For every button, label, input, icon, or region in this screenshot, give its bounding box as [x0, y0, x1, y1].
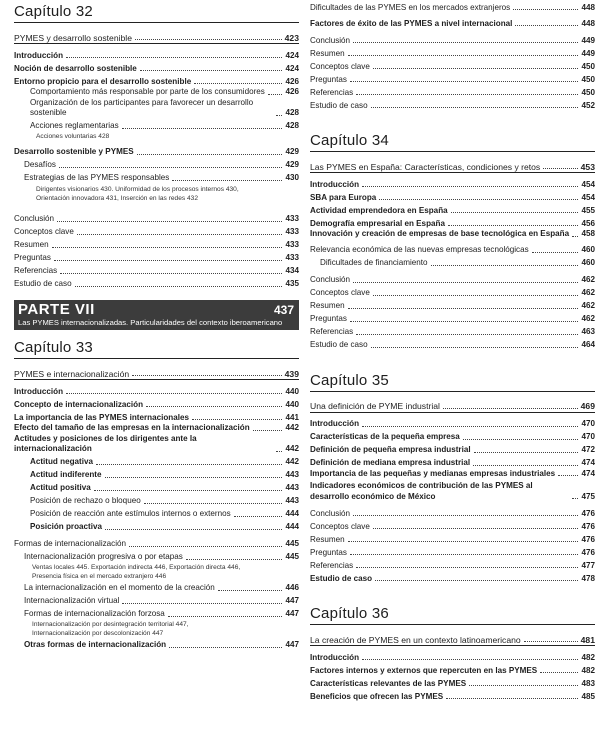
- leader-dots: [371, 347, 579, 348]
- leader-dots: [356, 94, 578, 95]
- leader-dots: [268, 94, 283, 95]
- toc-entry[interactable]: Factores internos y externos que repercuten en las PYMES 482: [310, 665, 595, 675]
- leader-dots: [59, 167, 283, 168]
- leader-dots: [350, 554, 579, 555]
- leader-dots: [451, 212, 579, 213]
- leader-dots: [66, 57, 282, 58]
- leader-dots: [96, 464, 283, 465]
- leader-dots: [463, 439, 579, 440]
- toc-entry[interactable]: Actividad emprendedora en España 455: [310, 205, 595, 215]
- leader-dots: [348, 308, 579, 309]
- toc-entry[interactable]: Referencias 463: [310, 327, 595, 336]
- toc-entry[interactable]: Actitudes y posiciones de los dirigentes ante la internacionalización 442: [14, 433, 299, 453]
- leader-dots: [443, 408, 578, 409]
- toc-entry[interactable]: Concepto de internacionalización 440: [14, 399, 299, 409]
- toc-entry[interactable]: Introducción 440: [14, 386, 299, 396]
- leader-dots: [353, 515, 578, 516]
- toc-entry[interactable]: Posición de reacción ante estímulos internos o externos 444: [30, 509, 299, 518]
- toc-entry[interactable]: Noción de desarrollo sostenible 424: [14, 63, 299, 73]
- toc-entry[interactable]: Posición proactiva 444: [30, 522, 299, 531]
- toc-entry[interactable]: Introducción 470: [310, 419, 595, 428]
- toc-entry[interactable]: La creación de PYMES en un contexto latinoamericano 481: [310, 629, 595, 646]
- part-title: PARTE VII: [18, 300, 95, 318]
- leader-dots: [543, 168, 577, 169]
- toc-entry[interactable]: Actitud indiferente 443: [30, 470, 299, 479]
- leader-dots: [192, 419, 283, 420]
- toc-entry[interactable]: Conceptos clave 462: [310, 288, 595, 297]
- toc-entry[interactable]: Introducción 482: [310, 652, 595, 662]
- toc-entry[interactable]: Estudio de caso 478: [310, 573, 595, 583]
- leader-dots: [350, 81, 579, 82]
- toc-entry[interactable]: Referencias 477: [310, 560, 595, 570]
- toc-entry[interactable]: Preguntas 462: [310, 314, 595, 323]
- toc-subentry: Orientación innovadora 431, Inserción en las redes 432: [36, 194, 199, 202]
- toc-entry[interactable]: PYMES y desarrollo sostenible 423: [14, 27, 299, 44]
- leader-dots: [105, 529, 283, 530]
- leader-dots: [524, 641, 578, 642]
- leader-dots: [129, 546, 282, 547]
- toc-entry[interactable]: Resumen 433: [14, 240, 299, 249]
- toc-left-column: [14, 0, 299, 651]
- leader-dots: [469, 685, 578, 686]
- leader-dots: [350, 321, 579, 322]
- toc-entry[interactable]: Innovación y creación de empresas de base tecnológica en España 458: [310, 229, 595, 238]
- part-subtitle: Las PYMES internacionalizadas. Particularidades del contexto iberoamericano: [18, 317, 283, 327]
- toc-entry[interactable]: Efecto del tamaño de las empresas en la internacionalización 442: [14, 423, 299, 432]
- toc-subentry: Ventas locales 445. Exportación indirecta 446, Exportación directa 446,: [32, 563, 241, 571]
- chapter-heading: Capítulo 32: [14, 0, 299, 23]
- leader-dots: [132, 375, 282, 376]
- leader-dots: [172, 180, 282, 181]
- chapter-heading: Capítulo 35: [310, 369, 595, 392]
- leader-dots: [186, 559, 283, 560]
- leader-dots: [66, 393, 282, 394]
- leader-dots: [169, 647, 282, 648]
- toc-subentry: Internacionalización por descolonización 447: [32, 629, 164, 637]
- toc-entry[interactable]: Beneficios que ofrecen las PYMES 485: [310, 691, 595, 701]
- leader-dots: [75, 286, 283, 287]
- toc-entry[interactable]: Formas de internacionalización 445: [14, 539, 299, 548]
- leader-dots: [168, 616, 283, 617]
- toc-entry[interactable]: Relevancia económica de las nuevas empresas tecnológicas 460: [310, 245, 595, 254]
- toc-entry[interactable]: Factores de éxito de las PYMES a nivel internacional 448: [310, 18, 595, 28]
- leader-dots: [362, 186, 578, 187]
- leader-dots: [105, 477, 283, 478]
- toc-entry[interactable]: Definición de mediana empresa industrial 474: [310, 458, 595, 467]
- toc-entry[interactable]: Estudio de caso 435: [14, 279, 299, 288]
- leader-dots: [122, 128, 283, 129]
- leader-dots: [379, 199, 578, 200]
- leader-dots: [140, 70, 283, 71]
- toc-entry[interactable]: Acciones reglamentarias 428: [30, 121, 299, 130]
- toc-entry[interactable]: La internacionalización en el momento de la creación 446: [24, 583, 299, 592]
- toc-entry[interactable]: Definición de pequeña empresa industrial 472: [310, 445, 595, 454]
- toc-subentry: Acciones voluntarias 428: [36, 132, 110, 140]
- part-page: 437: [273, 302, 294, 317]
- toc-entry[interactable]: Preguntas 450: [310, 74, 595, 84]
- toc-entry[interactable]: Referencias 450: [310, 87, 595, 97]
- leader-dots: [218, 590, 283, 591]
- toc-right-column: [310, 0, 595, 702]
- toc-entry[interactable]: Conceptos clave 476: [310, 521, 595, 531]
- part-banner[interactable]: [14, 300, 299, 331]
- leader-dots: [474, 452, 579, 453]
- toc-entry[interactable]: Estudio de caso 452: [310, 100, 595, 110]
- leader-dots: [373, 68, 579, 69]
- leader-dots: [431, 265, 579, 266]
- leader-dots: [532, 252, 579, 253]
- toc-entry[interactable]: Características de la pequeña empresa 470: [310, 432, 595, 441]
- leader-dots: [94, 490, 283, 491]
- toc-entry[interactable]: Desarrollo sostenible y PYMES 429: [14, 147, 299, 156]
- leader-dots: [348, 55, 579, 56]
- leader-dots: [371, 107, 579, 108]
- leader-dots: [353, 42, 578, 43]
- toc-entry[interactable]: Internacionalización virtual 447: [24, 596, 299, 605]
- toc-entry[interactable]: Conclusión 433: [14, 214, 299, 223]
- leader-dots: [572, 236, 578, 237]
- leader-dots: [373, 528, 579, 529]
- chapter-heading: Capítulo 36: [310, 602, 595, 625]
- toc-entry[interactable]: Conceptos clave 433: [14, 227, 299, 236]
- toc-entry[interactable]: Desafíos 429: [24, 160, 299, 169]
- toc-entry[interactable]: Preguntas 476: [310, 547, 595, 557]
- toc-entry[interactable]: Dificultades de las PYMES en los mercados extranjeros 448: [310, 2, 595, 12]
- leader-dots: [122, 603, 282, 604]
- toc-entry[interactable]: Características relevantes de las PYMES 483: [310, 678, 595, 688]
- leader-dots: [57, 221, 282, 222]
- leader-dots: [362, 659, 578, 660]
- leader-dots: [572, 498, 578, 499]
- leader-dots: [448, 225, 579, 226]
- toc-entry[interactable]: Entorno propicio para el desarrollo sostenible 426: [14, 76, 299, 86]
- leader-dots: [353, 282, 578, 283]
- toc-entry[interactable]: Demografía empresarial en España 456: [310, 218, 595, 228]
- toc-entry[interactable]: Conclusión 462: [310, 275, 595, 284]
- leader-dots: [356, 567, 578, 568]
- leader-dots: [194, 83, 282, 84]
- toc-entry[interactable]: Resumen 476: [310, 534, 595, 544]
- toc-entry[interactable]: PYMES e internacionalización 439: [14, 363, 299, 380]
- chapter-heading: Capítulo 33: [14, 336, 299, 359]
- leader-dots: [540, 672, 578, 673]
- leader-dots: [362, 426, 578, 427]
- leader-dots: [77, 234, 283, 235]
- toc-entry[interactable]: Indicadores económicos de contribución de las PYMES al desarrollo económico de México 475: [310, 481, 595, 501]
- toc-entry[interactable]: Actitud positiva 443: [30, 483, 299, 492]
- toc-entry[interactable]: Conceptos clave 450: [310, 61, 595, 71]
- leader-dots: [348, 541, 579, 542]
- toc-entry[interactable]: Preguntas 433: [14, 253, 299, 262]
- toc-entry[interactable]: Importancia de las pequeñas y medianas empresas industriales 474: [310, 468, 595, 478]
- toc-entry[interactable]: Internacionalización progresiva o por etapas 445: [24, 552, 299, 561]
- toc-entry[interactable]: SBA para Europa 454: [310, 192, 595, 202]
- leader-dots: [515, 25, 578, 26]
- toc-subentry: Dirigentes visionarios 430. Uniformidad de los procesos internos 430,: [36, 185, 239, 193]
- leader-dots: [52, 247, 283, 248]
- leader-dots: [135, 39, 282, 40]
- toc-entry[interactable]: Conclusión 476: [310, 508, 595, 518]
- leader-dots: [276, 115, 282, 116]
- toc-entry[interactable]: Estudio de caso 464: [310, 340, 595, 349]
- toc-entry[interactable]: Estrategias de las PYMES responsables 430: [24, 173, 299, 182]
- toc-entry[interactable]: Introducción 424: [14, 50, 299, 60]
- toc-entry[interactable]: Dificultades de financiamiento 460: [320, 258, 595, 267]
- toc-subentry: Internacionalización por desintegración territorial 447,: [32, 620, 189, 628]
- toc-entry[interactable]: Posición de rechazo o bloqueo 443: [30, 496, 299, 505]
- leader-dots: [373, 295, 579, 296]
- leader-dots: [60, 273, 282, 274]
- leader-dots: [558, 475, 578, 476]
- toc-entry[interactable]: Formas de internacionalización forzosa 447: [24, 609, 299, 618]
- leader-dots: [446, 698, 578, 699]
- toc-entry[interactable]: Otras formas de internacionalización 447: [24, 640, 299, 649]
- toc-entry[interactable]: Organización de los participantes para favorecer un desarrollo sostenible 428: [30, 97, 299, 117]
- chapter-heading: Capítulo 34: [310, 129, 595, 152]
- toc-entry[interactable]: Conclusión 449: [310, 35, 595, 45]
- toc-entry[interactable]: La importancia de las PYMES internacionales 441: [14, 412, 299, 422]
- leader-dots: [234, 516, 283, 517]
- toc-entry[interactable]: Actitud negativa 442: [30, 457, 299, 466]
- leader-dots: [146, 406, 282, 407]
- leader-dots: [513, 9, 578, 10]
- toc-entry[interactable]: Comportamiento más responsable por parte de los consumidores 426: [30, 87, 299, 96]
- leader-dots: [473, 465, 578, 466]
- toc-subentry: Presencia física en el mercado extranjero 446: [32, 572, 167, 580]
- toc-entry[interactable]: Referencias 434: [14, 266, 299, 275]
- toc-entry[interactable]: Resumen 449: [310, 48, 595, 58]
- toc-entry[interactable]: Una definición de PYME industrial 469: [310, 396, 595, 413]
- toc-entry[interactable]: Introducción 454: [310, 179, 595, 189]
- leader-dots: [253, 430, 283, 431]
- toc-entry[interactable]: Las PYMES en España: Características, condiciones y retos 453: [310, 156, 595, 173]
- leader-dots: [356, 334, 578, 335]
- toc-entry[interactable]: Resumen 462: [310, 301, 595, 310]
- leader-dots: [137, 154, 283, 155]
- leader-dots: [276, 451, 282, 452]
- leader-dots: [144, 503, 283, 504]
- leader-dots: [54, 260, 283, 261]
- leader-dots: [375, 580, 578, 581]
